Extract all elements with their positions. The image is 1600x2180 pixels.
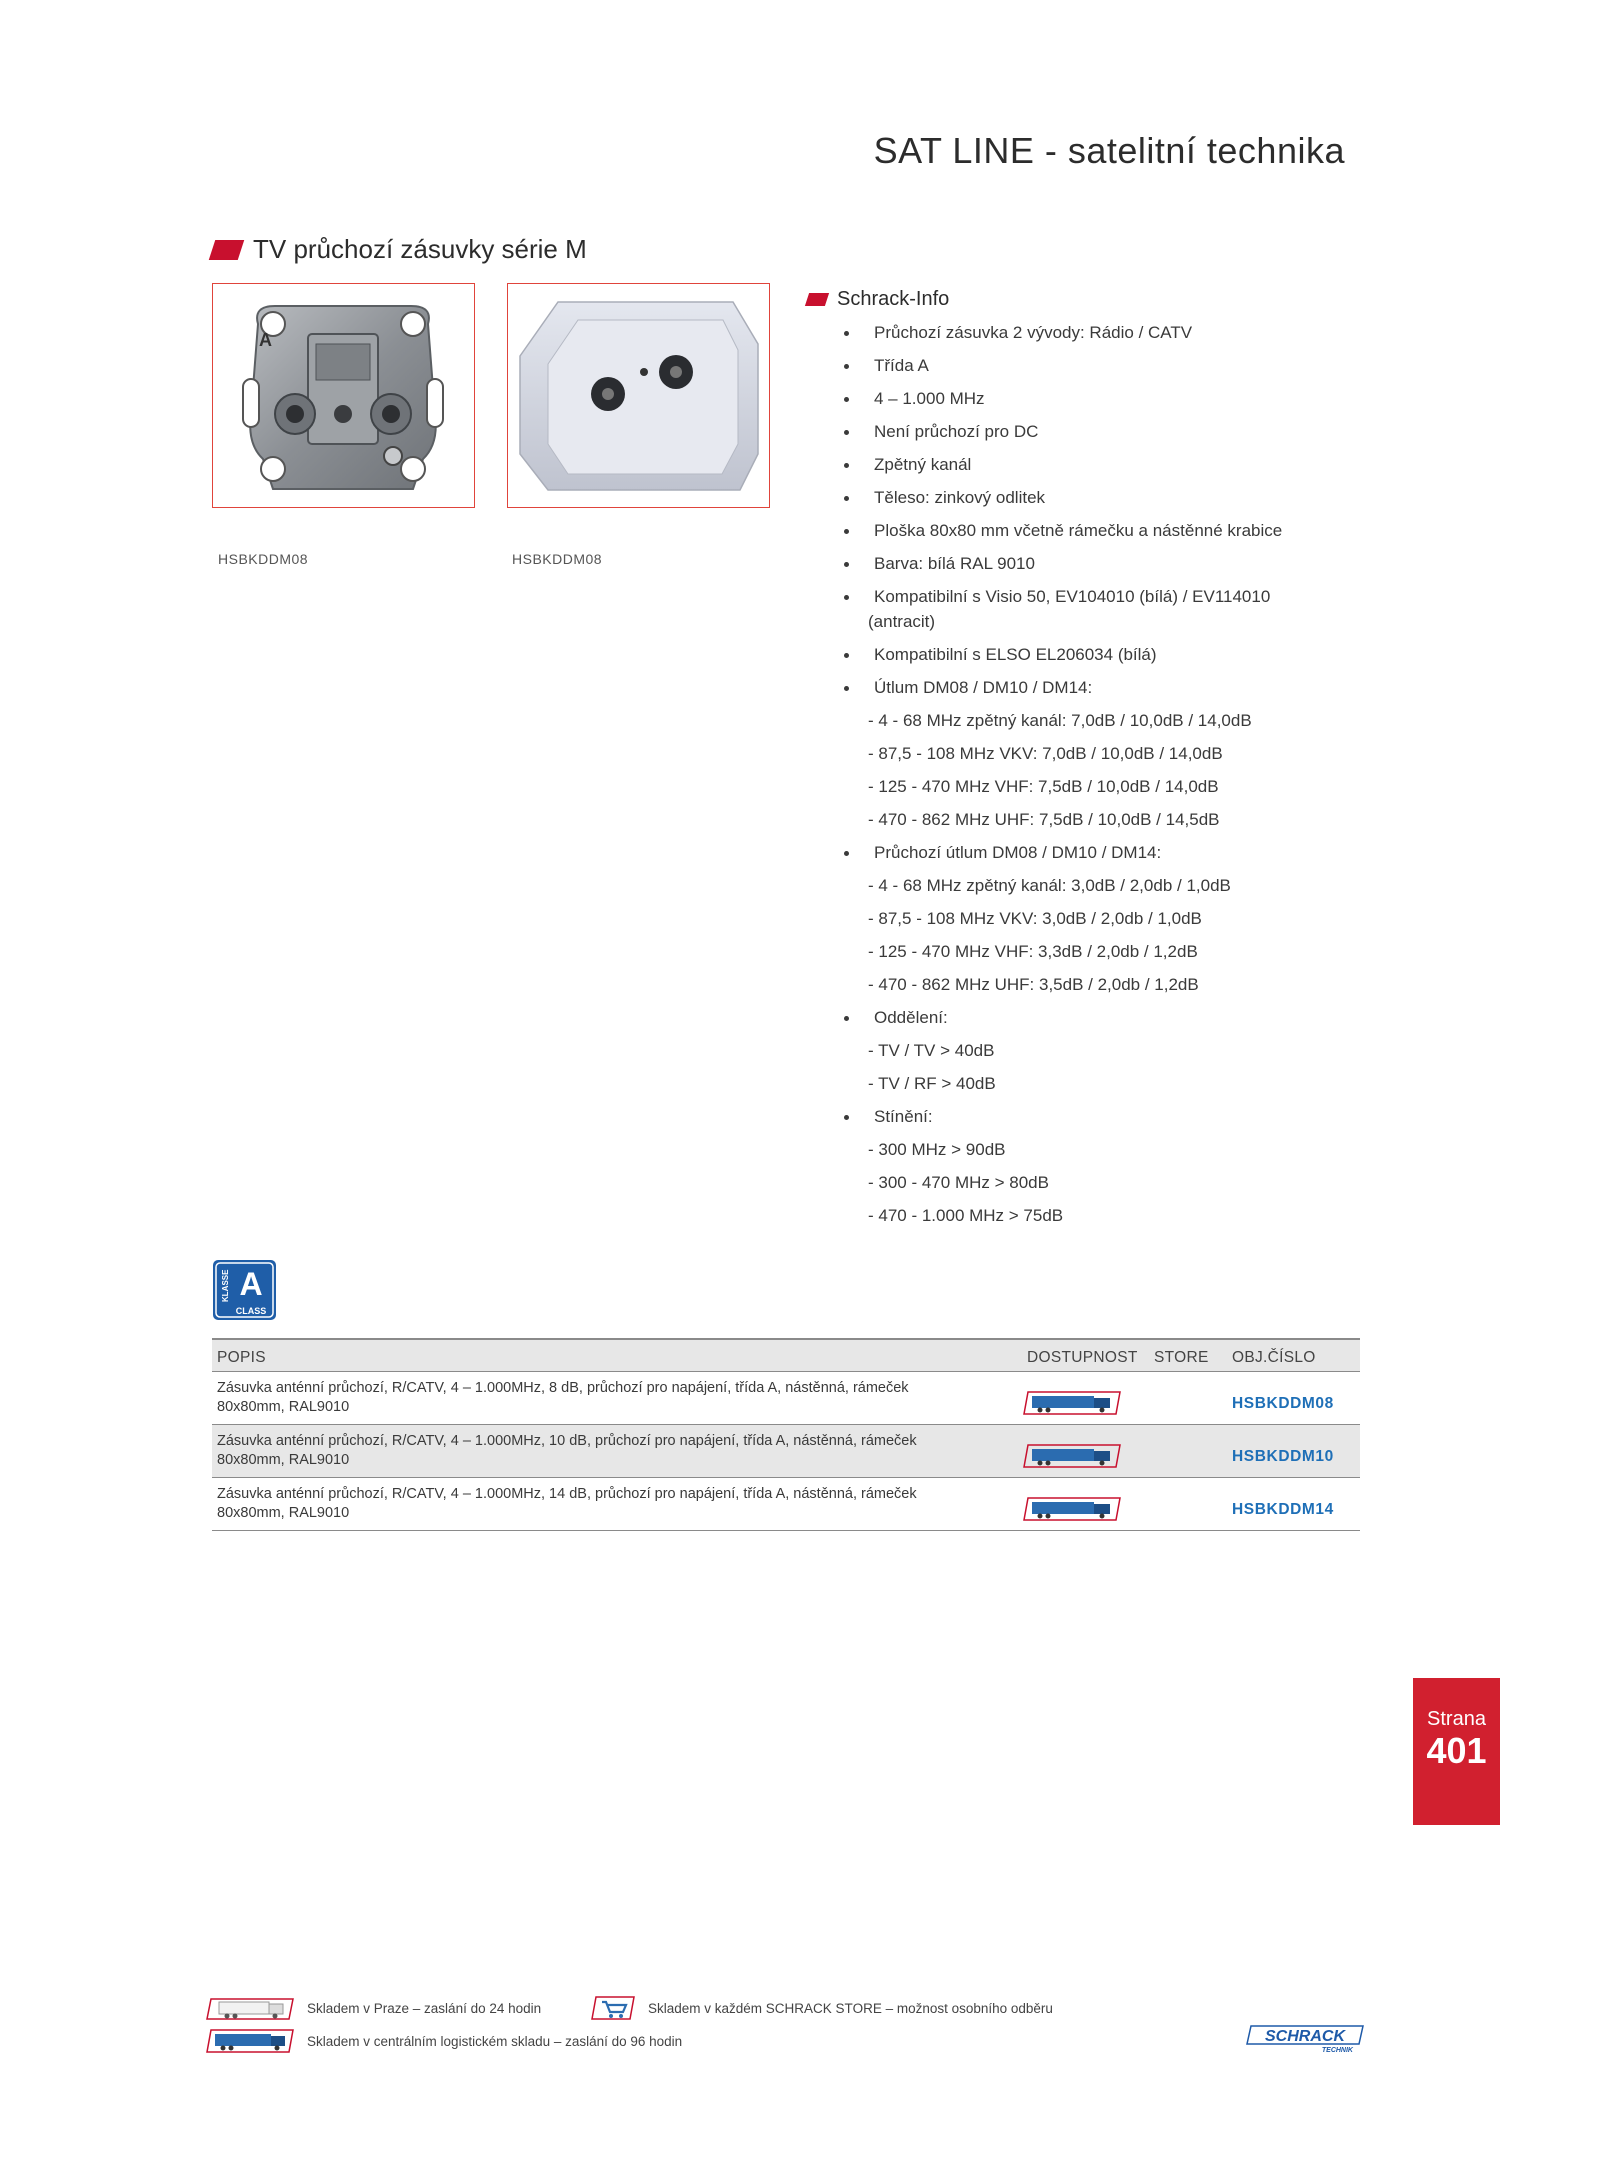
info-title: Schrack-Info	[837, 288, 950, 310]
info-bullet-item: Kompatibilní s Visio 50, EV104010 (bílá) / EV114010	[840, 586, 1360, 608]
page-title: SAT LINE - satelitní technika	[873, 130, 1345, 171]
legend-central	[205, 2028, 682, 2054]
info-sub-item: - 125 - 470 MHz VHF: 3,3dB / 2,0db / 1,2dB	[868, 942, 1198, 961]
availability-truck-icon	[1022, 1443, 1122, 1469]
info-sub-item: - 125 - 470 MHz VHF: 7,5dB / 10,0dB / 14,0dB	[868, 777, 1219, 796]
photo-caption: HSBKDDM08	[218, 551, 309, 567]
product-photo-flush-socket	[212, 283, 475, 508]
logo-text: SCHRACK	[1265, 2028, 1345, 2045]
socket-insert-image	[213, 284, 473, 506]
info-sub-item: - 470 - 862 MHz UHF: 7,5dB / 10,0dB / 14,5dB	[868, 810, 1220, 829]
shopping-cart-icon	[590, 1995, 636, 2021]
section-title: TV průchozí zásuvky série M	[253, 234, 587, 264]
red-marker-icon	[209, 240, 244, 260]
info-bullet-item: Není průchozí pro DC	[840, 421, 1360, 443]
page-label: Strana	[1427, 1708, 1486, 1730]
col-obj-cislo: OBJ.ČÍSLO	[1232, 1349, 1316, 1366]
info-bullet-item: Zpětný kanál	[840, 454, 1360, 476]
page-number-tab	[1413, 1678, 1500, 1825]
table-body	[212, 1372, 1360, 1531]
class-a-badge	[213, 1260, 276, 1320]
availability-truck-icon	[1022, 1390, 1122, 1416]
info-heading	[807, 288, 949, 311]
info-list	[840, 322, 1360, 1227]
legend-prague	[205, 1995, 541, 2021]
col-dostupnost: DOSTUPNOST	[1027, 1349, 1138, 1366]
col-popis: POPIS	[217, 1349, 266, 1366]
info-sub-item: - 4 - 68 MHz zpětný kanál: 7,0dB / 10,0dB / 14,0dB	[868, 711, 1252, 730]
blue-truck-icon	[205, 2028, 295, 2054]
info-bullet-item: Průchozí zásuvka 2 vývody: Rádio / CATV	[840, 322, 1360, 344]
white-truck-icon	[205, 1995, 295, 2021]
red-marker-icon	[805, 293, 829, 306]
badge-letter: A	[239, 1266, 263, 1302]
order-code-link[interactable]: HSBKDDM08	[1232, 1395, 1334, 1412]
logo-subtext: TECHNIK	[1321, 2047, 1353, 2054]
info-sub-item: - 300 - 470 MHz > 80dB	[868, 1173, 1049, 1192]
badge-word-klasse: KLASSE	[221, 1269, 230, 1302]
info-bullet-item: Útlum DM08 / DM10 / DM14:	[840, 677, 1360, 699]
info-sub-item: - 300 MHz > 90dB	[868, 1140, 1006, 1159]
svg-text:A: A	[259, 330, 272, 350]
col-store: STORE	[1154, 1349, 1209, 1366]
info-sub-item: - 87,5 - 108 MHz VKV: 3,0dB / 2,0db / 1,0dB	[868, 909, 1202, 928]
info-sub-item: - TV / RF > 40dB	[868, 1074, 996, 1093]
info-bullet-item: Barva: bílá RAL 9010	[840, 553, 1360, 575]
info-bullet-item: 4 – 1.000 MHz	[840, 388, 1360, 410]
order-code-link[interactable]: HSBKDDM10	[1232, 1448, 1334, 1465]
table-row	[212, 1372, 1360, 1425]
order-code-link[interactable]: HSBKDDM14	[1232, 1501, 1334, 1518]
info-bullet-item: Stínění:	[840, 1106, 1360, 1128]
row-description: Zásuvka anténní průchozí, R/CATV, 4 – 1.000MHz, 8 dB, průchozí pro napájení, třída A, nástěnná, rámeček 80x80mm, RAL9010	[217, 1380, 909, 1415]
info-sub-item: (antracit)	[868, 612, 936, 631]
legend-store	[590, 1995, 1053, 2021]
info-sub-item: - 470 - 1.000 MHz > 75dB	[868, 1206, 1064, 1225]
info-bullet-item: Kompatibilní s ELSO EL206034 (bílá)	[840, 644, 1360, 666]
row-description: Zásuvka anténní průchozí, R/CATV, 4 – 1.000MHz, 14 dB, průchozí pro napájení, třída A, nástěnná, rámeček 80x80mm, RAL9010	[217, 1486, 917, 1521]
table-row	[212, 1478, 1360, 1531]
row-description: Zásuvka anténní průchozí, R/CATV, 4 – 1.000MHz, 10 dB, průchozí pro napájení, třída A, nástěnná, rámeček 80x80mm, RAL9010	[217, 1433, 917, 1468]
info-bullet-item: Ploška 80x80 mm včetně rámečku a nástěnné krabice	[840, 520, 1360, 542]
legend-prague-text: Skladem v Praze – zaslání do 24 hodin	[307, 2000, 542, 2016]
table-header	[212, 1338, 1360, 1372]
availability-truck-icon	[1022, 1496, 1122, 1522]
photo-caption: HSBKDDM08	[512, 551, 603, 567]
product-photo-surface-box	[507, 283, 770, 508]
info-sub-item: - 4 - 68 MHz zpětný kanál: 3,0dB / 2,0db / 1,0dB	[868, 876, 1231, 895]
schrack-logo	[1245, 2022, 1365, 2054]
legend-store-text: Skladem v každém SCHRACK STORE – možnost osobního odběru	[648, 2000, 1053, 2016]
info-bullet-item: Průchozí útlum DM08 / DM10 / DM14:	[840, 842, 1360, 864]
badge-word-class: CLASS	[235, 1306, 267, 1316]
info-bullet-item: Oddělení:	[840, 1007, 1360, 1029]
legend-central-text: Skladem v centrálním logistickém skladu – zaslání do 96 hodin	[307, 2033, 683, 2049]
info-sub-item: - TV / TV > 40dB	[868, 1041, 995, 1060]
page-number: 401	[1426, 1730, 1487, 1771]
table-row	[212, 1425, 1360, 1478]
info-sub-item: - 87,5 - 108 MHz VKV: 7,0dB / 10,0dB / 14,0dB	[868, 744, 1223, 763]
product-table	[212, 1338, 1360, 1531]
info-bullet-item: Třída A	[840, 355, 1360, 377]
surface-box-image	[508, 284, 768, 506]
info-sub-item: - 470 - 862 MHz UHF: 3,5dB / 2,0db / 1,2dB	[868, 975, 1199, 994]
info-bullet-item: Těleso: zinkový odlitek	[840, 487, 1360, 509]
section-heading	[212, 234, 587, 265]
